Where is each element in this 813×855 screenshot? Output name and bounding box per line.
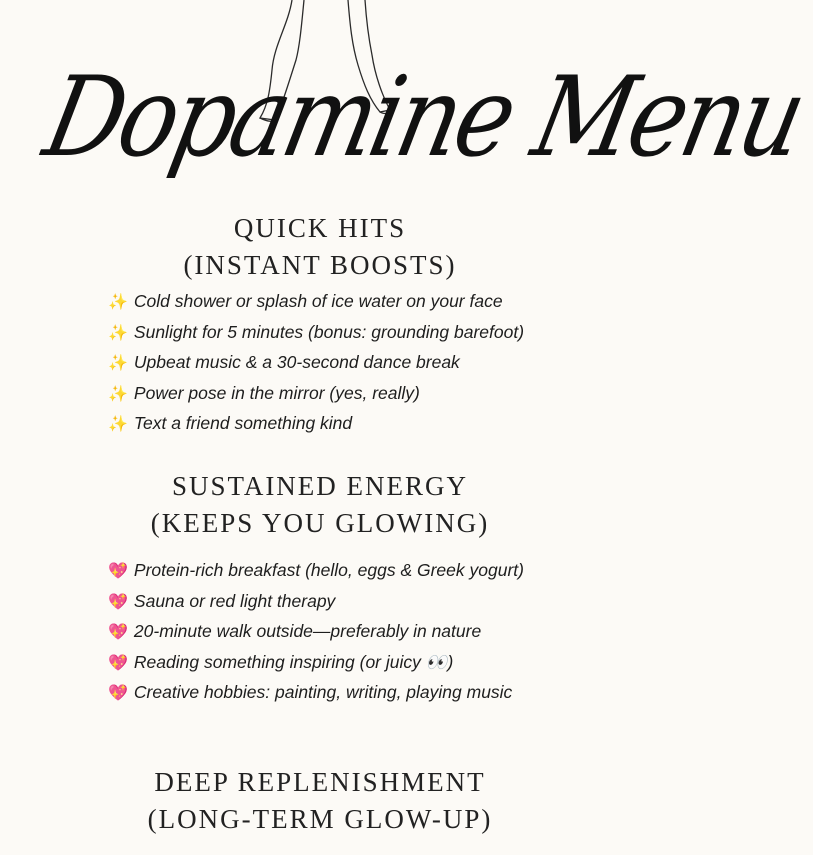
list-item	[108, 348, 528, 379]
list-item-text: Text a friend something kind	[133, 413, 353, 433]
sparkles-icon: ✨	[108, 294, 128, 311]
list-item-text: 20-minute walk outside—preferably in nature	[133, 621, 482, 641]
sparkling-heart-icon: 💖	[108, 654, 128, 672]
section-heading-deep-replenishment	[0, 764, 640, 838]
list-item	[108, 617, 528, 648]
sparkles-icon: ✨	[108, 416, 128, 433]
section-heading-subline: (KEEPS YOU GLOWING)	[150, 508, 490, 538]
list-item-text: Reading something inspiring (or juicy 👀)	[133, 651, 454, 672]
list-item	[108, 379, 528, 410]
list-item	[108, 318, 528, 349]
sparkles-icon: ✨	[108, 355, 128, 372]
sparkling-heart-icon: 💖	[108, 685, 128, 702]
section-heading-line: QUICK HITS	[233, 213, 407, 243]
list-item	[108, 556, 528, 587]
section-heading-sustained-energy	[0, 468, 640, 542]
list-item	[108, 409, 528, 440]
page-title: Dopamine Menu	[34, 52, 813, 182]
list-item-text: Upbeat music & a 30-second dance break	[133, 352, 460, 372]
sustained-energy-list	[108, 556, 528, 709]
list-item-text: Cold shower or splash of ice water on your face	[133, 291, 503, 311]
list-item	[108, 678, 528, 709]
section-heading-line: DEEP REPLENISHMENT	[154, 767, 486, 797]
sparkling-heart-icon: 💖	[108, 593, 128, 611]
quick-hits-list	[108, 287, 528, 440]
list-item	[108, 287, 528, 318]
list-item-text: Sauna or red light therapy	[133, 590, 336, 611]
section-heading-line: SUSTAINED ENERGY	[171, 471, 469, 501]
list-item-text: Protein-rich breakfast (hello, eggs & Greek yogurt)	[133, 560, 524, 580]
sparkles-icon: ✨	[108, 324, 128, 342]
list-item	[108, 587, 528, 618]
sparkling-heart-icon: 💖	[108, 624, 128, 641]
section-heading-subline: (INSTANT BOOSTS)	[183, 250, 457, 280]
list-item	[108, 648, 528, 679]
section-heading-subline: (LONG-TERM GLOW-UP)	[147, 804, 493, 834]
list-item-text: Power pose in the mirror (yes, really)	[133, 382, 420, 403]
list-item-text: Creative hobbies: painting, writing, playing music	[133, 682, 513, 702]
list-item-text: Sunlight for 5 minutes (bonus: grounding barefoot)	[133, 321, 525, 342]
sparkling-heart-icon: 💖	[108, 563, 128, 580]
sparkles-icon: ✨	[108, 385, 128, 403]
section-heading-quick-hits	[0, 210, 640, 284]
